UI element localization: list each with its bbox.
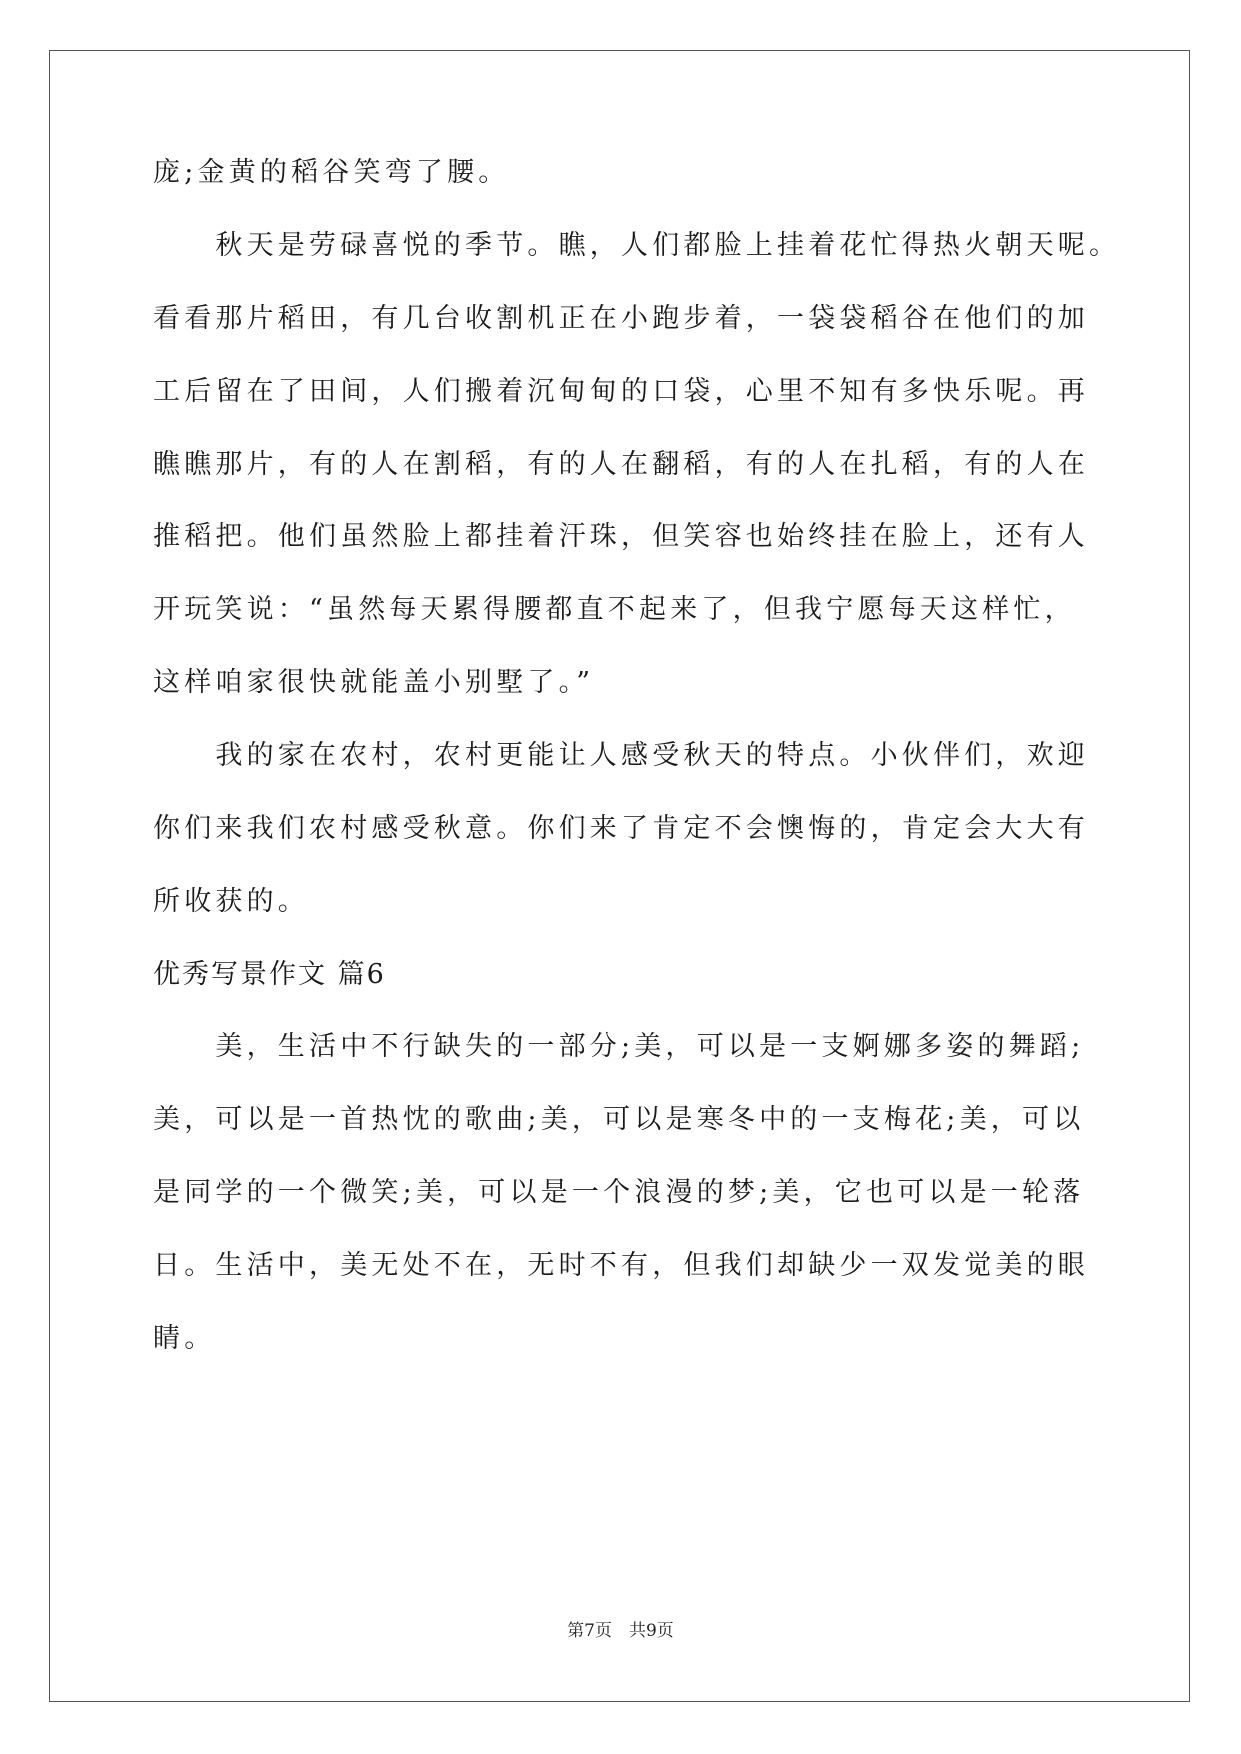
text-line: 所收获的。 [153,886,309,917]
page-number-footer: 第7页 共9页 [567,1621,674,1641]
text-line: 工后留在了田间，人们搬着沉甸甸的口袋，心里不知有多快乐呢。再 [153,376,1089,407]
text-line: 你们来我们农村感受秋意。你们来了肯定不会懊悔的，肯定会大大有 [153,813,1089,844]
text-line: 瞧瞧那片，有的人在割稻，有的人在翻稻，有的人在扎稻，有的人在 [153,449,1089,480]
text-line: 推稻把。他们虽然脸上都挂着汗珠，但笑容也始终挂在脸上，还有人 [153,521,1089,552]
text-line: 开玩笑说：“虽然每天累得腰都直不起来了，但我宁愿每天这样忙， [153,594,1076,625]
text-line: 秋天是劳碌喜悦的季节。瞧，人们都脸上挂着花忙得热火朝天呢。 [153,230,1121,261]
section-heading: 优秀写景作文 篇6 [153,959,386,990]
text-line: 看看那片稻田，有几台收割机正在小跑步着，一袋袋稻谷在他们的加 [153,303,1089,334]
text-line: 庞;金黄的稻谷笑弯了腰。 [153,157,510,188]
text-line: 我的家在农村，农村更能让人感受秋天的特点。小伙伴们，欢迎 [153,740,1089,771]
text-line: 美，可以是一首热忱的歌曲;美，可以是寒冬中的一支梅花;美，可以 [153,1104,1085,1135]
text-line: 是同学的一个微笑;美，可以是一个浪漫的梦;美，它也可以是一轮落 [153,1177,1085,1208]
text-line: 日。生活中，美无处不在，无时不有，但我们却缺少一双发觉美的眼 [153,1250,1089,1281]
text-line: 睛。 [153,1323,216,1354]
page-border [49,50,1190,1702]
text-line: 美，生活中不行缺失的一部分;美，可以是一支婀娜多姿的舞蹈; [153,1031,1085,1062]
text-line: 这样咱家很快就能盖小别墅了。” [153,667,595,698]
